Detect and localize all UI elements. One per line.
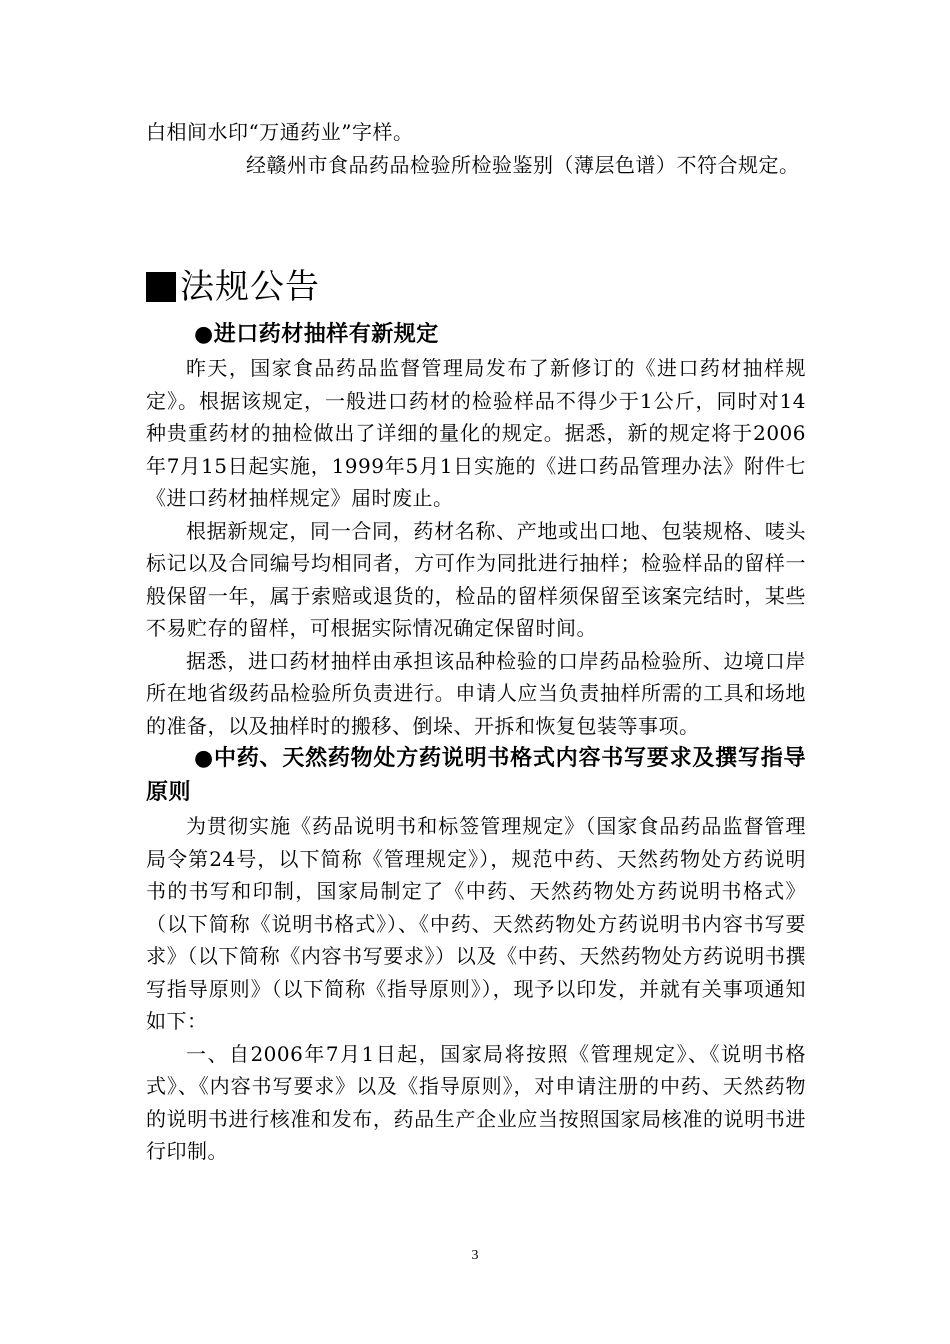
section-title-text: 法规公告	[180, 267, 320, 307]
article-heading-text: 中药、天然药物处方药说明书格式内容书写要求及撰写指导原则	[146, 746, 806, 805]
continuation-line-1: 白相间水印“万通药业”字样。	[146, 120, 414, 144]
article-heading-1	[146, 318, 806, 352]
bullet-icon: ●	[194, 746, 214, 771]
page-number: 3	[471, 1248, 479, 1263]
section-title	[146, 262, 320, 312]
article-1-paragraph-2: 根据新规定，同一合同，药材名称、产地或出口地、包装规格、唛头标记以及合同编号均相同者，方可作为同批进行抽样；检验样品的留样一般保留一年，属于索赔或退货的，检品的留样须保留至该案完结时，某些不易贮存的留样，可根据实际情况确定保留时间。	[146, 518, 806, 640]
bullet-icon: ●	[194, 322, 214, 347]
article-2-paragraph-1: 为贯彻实施《药品说明书和标签管理规定》（国家食品药品监督管理局令第24号，以下简称《管理规定》），规范中药、天然药物处方药说明书的书写和印制，国家局制定了《中药、天然药物处方药说明书格式》（以下简称《说明书格式》）、《中药、天然药物处方药说明书内容书写要求》（以下简称《内容书写要求》）以及《中药、天然药物处方药说明书撰写指导原则》（以下简称《指导原则》），现予以印发，并就有关事项通知如下：	[146, 814, 806, 1033]
black-square-icon	[146, 272, 176, 302]
articles-container	[146, 318, 806, 1168]
article-heading-2	[146, 742, 806, 810]
continuation-line-2: 经赣州市食品药品检验所检验鉴别（薄层色谱）不符合规定。	[246, 152, 800, 177]
continuation-text	[146, 116, 806, 181]
article-2-paragraph-2: 一、自2006年7月1日起，国家局将按照《管理规定》、《说明书格式》、《内容书写要求》以及《指导原则》，对申请注册的中药、天然药物的说明书进行核准和发布，药品生产企业应当按照国家局核准的说明书进行印制。	[146, 1041, 806, 1163]
article-heading-text: 进口药材抽样有新规定	[213, 322, 439, 347]
article-1-paragraph-3: 据悉，进口药材抽样由承担该品种检验的口岸药品检验所、边境口岸所在地省级药品检验所负责进行。申请人应当负责抽样所需的工具和场地的准备，以及抽样时的搬移、倒垛、开拆和恢复包装等事项。	[146, 648, 806, 738]
article-1-paragraph-1: 昨天，国家食品药品监督管理局发布了新修订的《进口药材抽样规定》。根据该规定，一般进口药材的检验样品不得少于1公斤，同时对14种贵重药材的抽检做出了详细的量化的规定。据悉，新的规定将于2006年7月15日起实施，1999年5月1日实施的《进口药品管理办法》附件七《进口药材抽样规定》届时废止。	[146, 356, 806, 510]
